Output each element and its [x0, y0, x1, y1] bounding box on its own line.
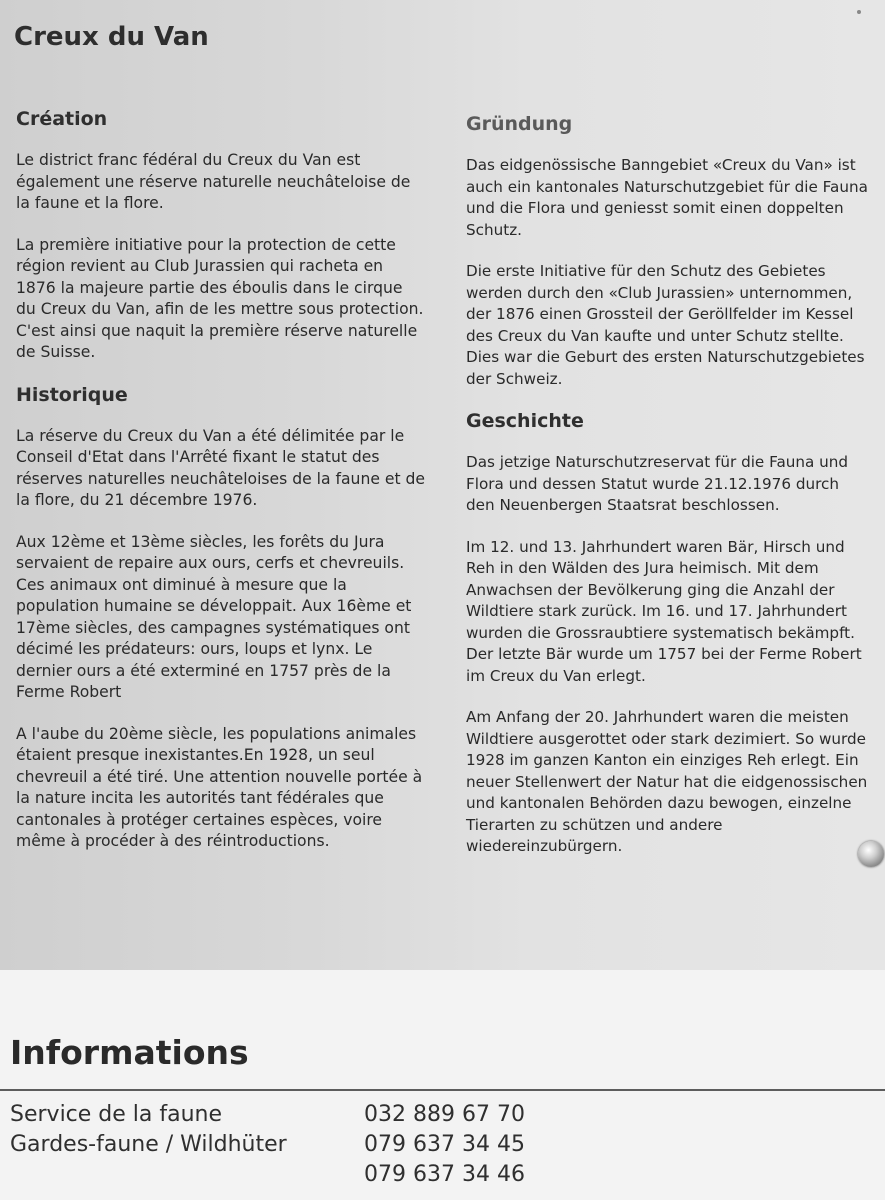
grundung-paragraph-2: Die erste Initiative für den Schutz des Gebietes werden durch den «Club Jurassien» unternommen, der 1876 einen Grossteil der Geröllfelder im Kessel des Creux du Van kaufte und unter Schutz stellte. Dies war die Geburt des ersten Naturschutzgebietes der Schweiz. [466, 262, 865, 388]
historique-paragraph-1: La réserve du Creux du Van a été délimitée par le Conseil d'Etat dans l'Arrêté fixant le statut des réserves naturelles neuchâteloises de la faune et de la flore, du 21 décembre 1976. [16, 426, 426, 509]
page-title: Creux du Van [14, 22, 209, 52]
creation-paragraph-2: La première initiative pour la protection de cette région revient au Club Jurassien qui racheta en 1876 la majeure partie des éboulis dans le cirque du Creux du Van, afin de les mettre sous protection. C'est ainsi que naquit la première réserve naturelle de Suisse. [16, 235, 424, 361]
geschichte-heading: Geschichte [466, 410, 584, 432]
creation-heading: Création [16, 108, 108, 130]
mounting-dot [857, 10, 861, 14]
phone-number-2: 079 637 34 45 [364, 1132, 525, 1157]
contact-label-service: Service de la faune [10, 1102, 223, 1127]
phone-number-3: 079 637 34 46 [364, 1162, 525, 1187]
creation-paragraph-1: Le district franc fédéral du Creux du Van est également une réserve naturelle neuchâteloise de la faune et la flore. [16, 151, 411, 212]
contact-label-gardes: Gardes-faune / Wildhüter [10, 1132, 287, 1157]
grundung-heading: Gründung [466, 113, 573, 135]
historique-paragraph-2: Aux 12ème et 13ème siècles, les forêts du Jura servaient de repaire aux ours, cerfs et chevreuils. Ces animaux ont diminué à mesure que la population humaine se développait. Aux 16ème et 17ème siècles, des campagnes systématiques ont décimé les prédateurs: ours, loups et lynx. Le dernier ours a été exterminé en 1757 près de la Ferme Robert [16, 532, 412, 701]
info-heading: Informations [10, 1033, 249, 1072]
phone-number-1: 032 889 67 70 [364, 1102, 525, 1127]
historique-heading: Historique [16, 383, 128, 406]
french-column [16, 108, 426, 873]
screw-icon [858, 841, 884, 867]
divider [0, 1089, 885, 1091]
historique-paragraph-3: A l'aube du 20ème siècle, les populations animales étaient presque inexistantes.En 1928, un seul chevreuil a été tiré. Une attention nouvelle portée à la nature incita les autorités tant fédérales que cantonales à protéger certaines espèces, voire même à procéder à des réintroductions. [16, 724, 423, 850]
geschichte-paragraph-2: Im 12. und 13. Jahrhundert waren Bär, Hirsch und Reh in den Wälden des Jura heimisch. Mit dem Anwachsen der Bevölkerung ging die Anzahl der Wildtiere stark zurück. Im 16. und 17. Jahrhundert wurden die Grossraubtiere systematisch bekämpft. Der letzte Bär wurde um 1757 bei der Ferme Robert im Creux du Van erlegt. [466, 537, 862, 685]
geschichte-paragraph-3: Am Anfang der 20. Jahrhundert waren die meisten Wildtiere ausgerottet oder stark dezimiert. So wurde 1928 im ganzen Kanton ein einziges Reh erlegt. Ein neuer Stellenwert der Natur hat die eidgenossischen und kantonalen Behörden dazu bewogen, einzelne Tierarten zu schützen und andere wiedereinzubürgern. [466, 708, 868, 855]
geschichte-paragraph-1: Das jetzige Naturschutzreservat für die Fauna und Flora und dessen Statut wurde 21.12.1976 durch den Neuenbergen Staatsrat beschlossen. [466, 453, 849, 514]
german-column [466, 113, 871, 878]
grundung-paragraph-1: Das eidgenössische Banngebiet «Creux du Van» ist auch ein kantonales Naturschutzgebiet für die Fauna und die Flora und geniesst somit einen doppelten Schutz. [466, 156, 868, 239]
